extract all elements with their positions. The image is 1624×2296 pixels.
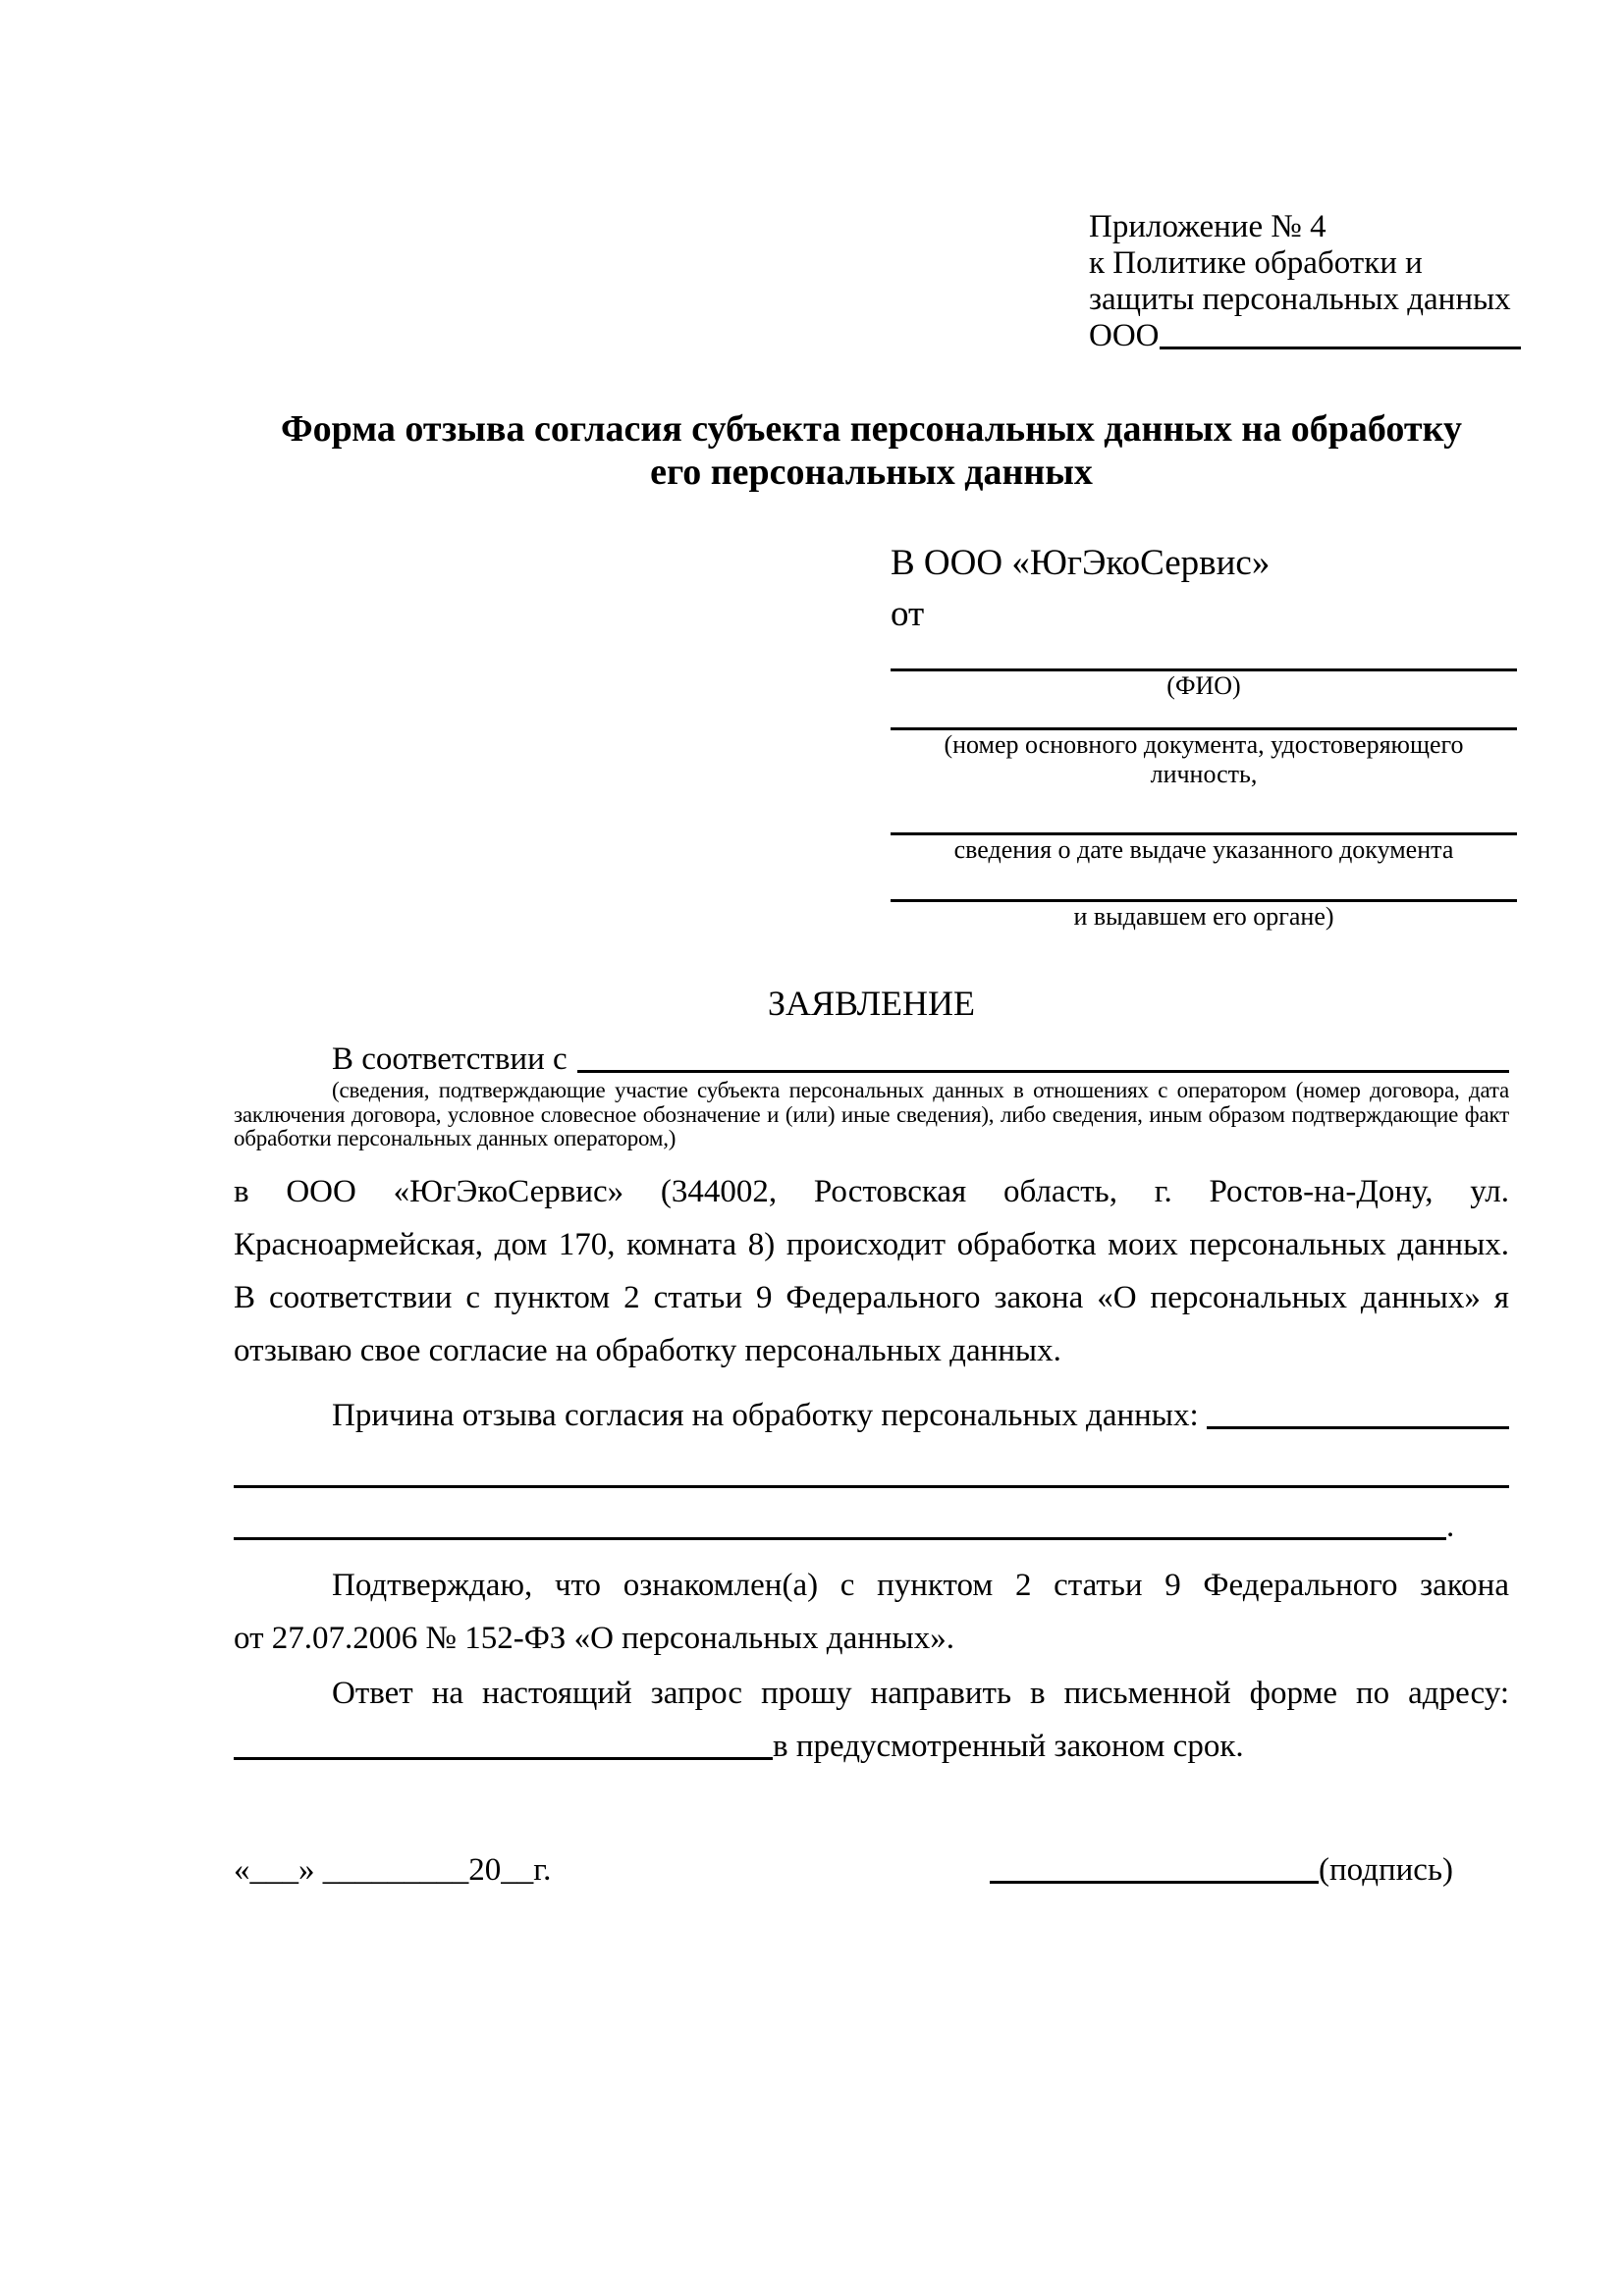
statement-body-line-1: в ООО «ЮгЭкоСервис» (344002, Ростовская область, г. Ростов-на-Дону, ул. <box>234 1173 1509 1209</box>
document-content <box>0 209 1624 1892</box>
document-number-blank-field <box>891 701 1517 730</box>
fio-caption: (ФИО) <box>1166 671 1241 700</box>
appendix-line-1: Приложение № 4 <box>1089 209 1326 244</box>
reply-deadline-text: в предусмотренный законом срок. <box>773 1728 1244 1764</box>
document-number-caption: (номер основного документа, удостоверяющего личность, <box>944 730 1464 788</box>
appendix-company-line <box>1089 318 1521 354</box>
appendix-line-2: к Политике обработки и <box>1089 245 1423 281</box>
document-issue-date-caption: сведения о дате выдаче указанного документа <box>953 835 1454 864</box>
company-prefix-label: ООО <box>1089 318 1160 353</box>
appendix-note <box>1089 209 1521 354</box>
company-name-blank-field <box>1160 347 1522 349</box>
withdrawal-reason-line <box>234 1389 1509 1442</box>
issuing-authority-caption: и выдавшем его органе) <box>1073 902 1334 931</box>
statement-body-line-4: отзываю свое согласие на обработку персональных данных. <box>234 1332 1061 1368</box>
from-label: от <box>891 594 925 634</box>
signature-blank-field <box>990 1881 1319 1884</box>
statement-heading: ЗАЯВЛЕНИЕ <box>767 984 976 1023</box>
withdrawal-reason-blank-field-2 <box>234 1537 1446 1540</box>
reply-address-line <box>234 1720 1509 1773</box>
confirmation-paragraph <box>234 1559 1509 1665</box>
blank-line-terminator: . <box>1446 1508 1455 1544</box>
withdrawal-reason-blank-line-1 <box>234 1442 1509 1488</box>
document-title-line-2: его персональных данных <box>650 452 1093 493</box>
legal-basis-blank-field <box>577 1070 1509 1073</box>
statement-body-line-3: В соответствии с пунктом 2 статьи 9 Федерального закона «О персональных данных» я <box>234 1279 1509 1315</box>
withdrawal-reason-blank-field <box>1207 1426 1509 1429</box>
recipient-block <box>891 538 1517 932</box>
appendix-line-3: защиты персональных данных <box>1089 282 1511 317</box>
recipient-company-line: В ООО «ЮгЭкоСервис» <box>891 543 1271 583</box>
signature-caption: (подпись) <box>1319 1851 1453 1888</box>
document-title <box>234 407 1509 494</box>
statement-body-paragraph <box>234 1165 1509 1377</box>
intro-prefix-text: В соответствии с <box>332 1041 568 1077</box>
date-signature-row <box>234 1848 1509 1892</box>
document-issue-date-blank-field <box>891 789 1517 835</box>
reply-request-line: Ответ на настоящий запрос прошу направить в письменной форме по адресу: <box>332 1675 1509 1711</box>
date-blank-text: «___» _________20__г. <box>234 1851 552 1888</box>
statement-intro-line <box>234 1038 1509 1081</box>
reply-address-blank-field <box>234 1757 773 1760</box>
confirmation-line-1: Подтверждаю, что ознакомлен(а) с пунктом 2 статьи 9 Федерального закона <box>332 1567 1509 1603</box>
intro-footnote-line-2: заключения договора, условное словесное обозначение и (или) иные сведения), либо сведения, иным образом подтверждающие факт <box>234 1101 1509 1127</box>
withdrawal-reason-blank-line-2 <box>234 1500 1509 1553</box>
document-title-line-1: Форма отзыва согласия субъекта персональных данных на обработку <box>281 408 1462 450</box>
confirmation-line-2: от 27.07.2006 № 152-ФЗ «О персональных данных». <box>234 1620 954 1656</box>
withdrawal-reason-label: Причина отзыва согласия на обработку персональных данных: <box>332 1397 1199 1433</box>
issuing-authority-blank-field <box>891 865 1517 902</box>
statement-body-line-2: Красноармейская, дом 170, комната 8) происходит обработка моих персональных данных. <box>234 1226 1509 1262</box>
intro-footnote <box>234 1079 1509 1151</box>
fio-blank-field <box>891 640 1517 671</box>
intro-footnote-line-1: (сведения, подтверждающие участие субъекта персональных данных в отношениях с оператором (номер договора, дата <box>332 1078 1509 1102</box>
intro-footnote-line-3: обработки персональных данных оператором,) <box>234 1126 677 1150</box>
